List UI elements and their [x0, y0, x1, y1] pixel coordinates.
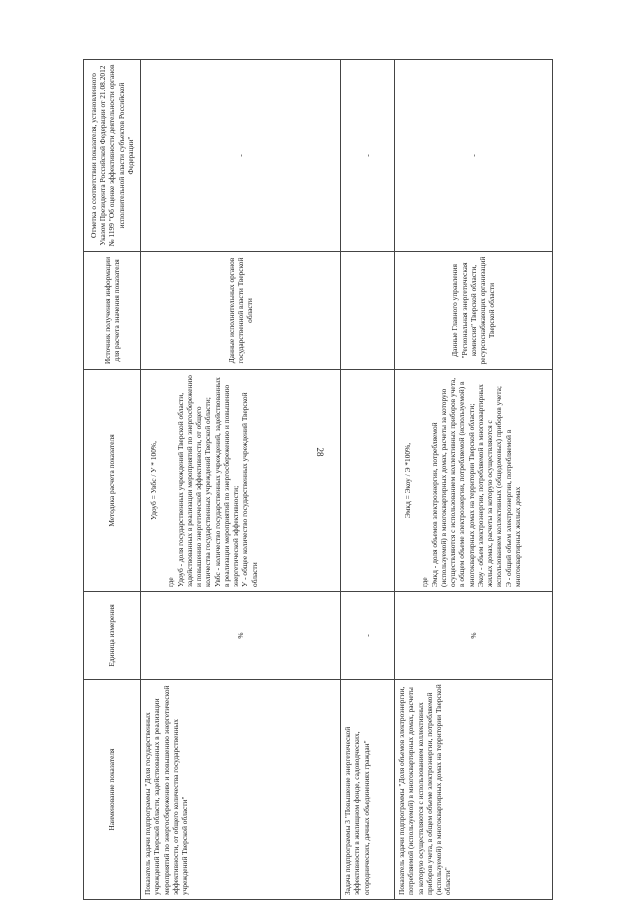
- table-row: [395, 60, 553, 900]
- header-unit: Единица измерения: [84, 592, 141, 680]
- row-name: Показатель задачи подпрограммы "Доля объемов электроэнергии, потребляемой (используемой) в многоквартирных домах, расчеты за которую осуществляются с использованием коллективных приборов учета, в общем объеме электроэнергии, потребляемой (используемой) в многоквартирных домах на территории Тверской области": [395, 680, 553, 900]
- method-line: Эмкд - доля объемов электроэнергии, потребляемой (используемой) в многоквартирных домах, расчеты за которую осуществляются с использованием коллективных приборов учета, в общем объеме электроэнергии, потребляемой (используемой) в многоквартирных домах на территории Тверской области;: [429, 377, 476, 587]
- row-source: Данные Главного управления "Региональная энергетическая комиссия" Тверской области, ресурсоснабжающих организаций Тверской области: [395, 252, 553, 370]
- row-unit: %: [395, 592, 553, 680]
- header-method: Методика расчета показателя: [84, 370, 141, 592]
- method-line: где: [420, 577, 430, 587]
- rotated-table-container: [83, 60, 553, 900]
- row-formula: Удоуб = Увбс / У * 100%,: [149, 441, 158, 520]
- row-method: [341, 370, 395, 592]
- row-name: Показатель задачи подпрограммы "Доля государственных учреждений Тверской области, задействованных в реализации мероприятий по энергосбережению и повышению энергетической эффективности, от общего количества государственных учреждений Тверской области": [141, 680, 341, 900]
- row-note: -: [395, 60, 553, 252]
- method-line: Э - общий объем электроэнергии, потребляемой в многоквартирных жилых домах: [503, 429, 522, 587]
- page-number: 28: [315, 447, 325, 457]
- method-line: Экоу - объем электроэнергии, потребляемой в многоквартирных жилых домах, расчеты за которую осуществляются с использованием коллективных (общедомовых) приборов учета;: [475, 384, 504, 587]
- method-line: где: [166, 577, 176, 587]
- row-method: [395, 370, 553, 592]
- row-note: -: [341, 60, 395, 252]
- row-method: [141, 370, 341, 592]
- row-formula: Эмкд = Экоу / Э *100%,: [403, 442, 412, 519]
- table-header-row: [84, 60, 141, 900]
- method-line: У - общее количество государственных учреждений Тверской области: [240, 392, 259, 587]
- table-row: [341, 60, 395, 900]
- row-note: -: [141, 60, 341, 252]
- header-source: Источник получения информации для расчета значения показателя: [84, 252, 141, 370]
- header-note: Отметка о соответствии показателя, установленного Указом Президента Российской Федерации от 21.08.2012 № 1199 "Об оценке эффективности деятельности органов исполнительной власти субъектов Российской Федерации": [84, 60, 141, 252]
- indicators-table: [83, 59, 553, 900]
- row-source: Данные исполнительных органов государственной власти Тверской области: [141, 252, 341, 370]
- method-line: Увбс - количество государственных учреждений, задействованных в реализации мероприятий по энергосбережению и повышению энергетической эффективности;: [212, 377, 240, 587]
- row-unit: %: [141, 592, 341, 680]
- row-name: Задача подпрограммы 3 "Повышение энергетической эффективности в жилищном фонде, садоводческих, огороднических, дачных объединениях граждан": [341, 680, 395, 900]
- header-name: Наименование показателя: [84, 680, 141, 900]
- row-unit: -: [341, 592, 395, 680]
- table-row: [141, 60, 341, 900]
- row-source: [341, 252, 395, 370]
- method-line: Удоуб - доля государственных учреждений Тверской области, задействованных в реализации мероприятий по энергосбережению и повышению энергетической эффективности, от общего количества государственных учреждений Тверской области;: [175, 375, 213, 587]
